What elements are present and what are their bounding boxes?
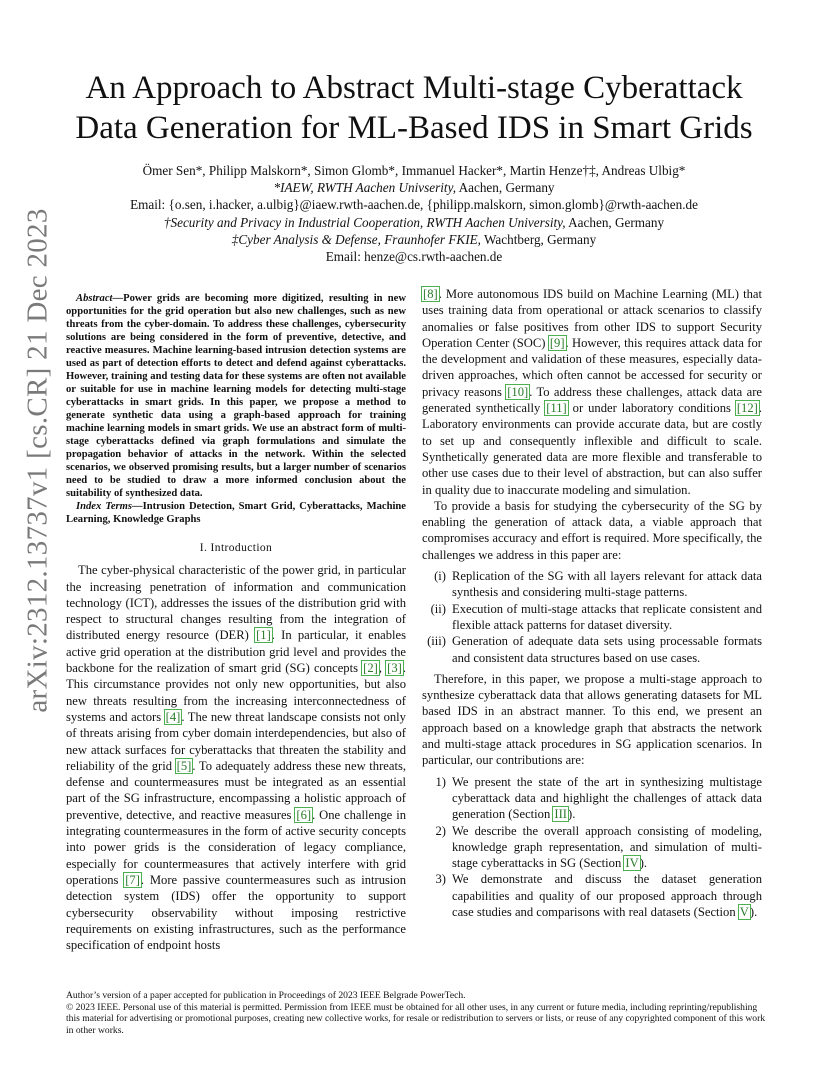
citation-link[interactable]: [12]: [736, 401, 758, 416]
affiliation-1-org: *IAEW, RWTH Aachen Univserity,: [273, 180, 457, 196]
intro-text: The cyber-physical characteristic of the power grid, in particular the increasing penetration of information and communication technology (ICT), addresses the issues of the distribution grid with respect to structural changes resulting from the integration of distributed energy resource (DER): [66, 563, 406, 643]
intro-text: . The new threat landscape consists not only of threats arising from cyber domain interdependencies, but also of new attack surfaces for cyberattacks that threaten the stability and reliability of the grid: [66, 709, 406, 773]
abstract-label: Abstract: [76, 293, 113, 304]
title-line-2: Data Generation for ML-Based IDS in Smart Grids: [75, 110, 753, 146]
intro-text: . Laboratory environments can provide accurate data, but are costly to set up and consequently inflexible and difficult to scale. Synthetically generated data are more flexible and transferable to other use cases due to their level of abstraction, but can also suffer in quality due to inaccurate modeling and simulation.: [422, 401, 762, 497]
intro-text-continued: . More passive countermeasures such as intrusion detection system (IDS) offer the opportunity to support cybersecurity observability without imposing restrictive requirements on existing infrastructures, such as the performance specification of endpoint hosts: [66, 872, 406, 953]
citation-link[interactable]: [11]: [546, 401, 567, 416]
right-column: [422, 287, 762, 925]
citation-link[interactable]: [2]: [363, 661, 378, 676]
list-item-text: [452, 823, 762, 872]
affiliation-3-location: Wachtberg, Germany: [480, 231, 597, 247]
arxiv-identifier: [8, 200, 68, 720]
challenges-intro-paragraph: To provide a basis for studying the cybersecurity of the SG by enabling the generation of attack data, a viable approach that compromises accuracy and effort is required. More specifically, the challenges we address in this paper are:: [422, 498, 762, 562]
list-item-number: (i): [434, 569, 446, 584]
title-line-1: An Approach to Abstract Multi-stage Cyberattack: [85, 70, 743, 106]
list-item: [422, 774, 762, 823]
affiliation-2-org: †Security and Privacy in Industrial Cooperation, RWTH Aachen University,: [163, 214, 566, 230]
footnote-accepted: Author’s version of a paper accepted for publication in Proceedings of 2023 IEEE Belgrade PowerTech.: [66, 990, 466, 1001]
citation-link[interactable]: [9]: [549, 335, 565, 350]
affiliation-2-location: Aachen, Germany: [565, 214, 665, 230]
author-block: [60, 162, 768, 265]
list-item: [422, 633, 762, 666]
list-item-end: ).: [568, 807, 576, 822]
list-item-number: (iii): [427, 634, 446, 649]
intro-text: . More autonomous IDS build on Machine Learning (ML) that uses training data from operational or attack scenarios to classify anomalies or false positives from other IDS to support Security Operation Center (SOC): [422, 287, 762, 350]
list-item-number: 3): [435, 872, 446, 887]
intro-text: . To adequately address these new threats, defense and countermeasures must be integrated as an essential part of the SG infrastructure, encompassing a holistic approach of preventive, detective, and reactive measures: [66, 758, 407, 822]
citation-link[interactable]: [5]: [176, 758, 192, 773]
list-item: [422, 823, 762, 872]
footnote: [66, 990, 766, 1036]
list-item-number: 1): [435, 774, 446, 789]
list-item-text: Generation of adequate data sets using processable formats and consistent data structures based on use cases.: [452, 634, 762, 665]
intro-text: . To address these challenges, attack data are generated synthetically: [422, 384, 762, 416]
citation-link[interactable]: [7]: [125, 872, 140, 887]
list-item: [422, 601, 762, 634]
citation-link[interactable]: [1]: [256, 628, 271, 643]
affiliation-2: [60, 214, 768, 231]
list-item: [422, 568, 762, 601]
index-terms-label: Index Terms: [76, 501, 133, 512]
affiliation-3-org: ‡Cyber Analysis & Defense, Fraunhofer FKIE,: [231, 231, 481, 247]
contributions-list: [422, 774, 762, 921]
section-reference-link[interactable]: IV: [625, 856, 639, 871]
intro-text: . In particular, it enables active grid operation at the distribution grid level and provides the backbone for the realization of smart grid (SG) concepts: [66, 628, 406, 676]
list-item-number: 2): [435, 823, 446, 838]
intro-text: or under laboratory conditions: [567, 401, 736, 416]
section-reference-link[interactable]: V: [739, 904, 749, 919]
intro-paragraph-continued: [422, 286, 762, 498]
authors-list: Ömer Sen*, Philipp Malskorn*, Simon Glomb*, Immanuel Hacker*, Martin Henze†‡, Andreas Ulbig*: [142, 163, 686, 178]
list-item-number: (ii): [430, 601, 446, 616]
affiliation-1-location: Aachen, Germany: [456, 180, 555, 196]
citation-link[interactable]: [6]: [296, 807, 312, 822]
intro-text: . One challenge in integrating countermeasures in the form of active security concepts into power grids is the consideration of legacy compliance, especially for countermeasures that actively interfere with grid operations: [66, 807, 406, 887]
index-terms-text: —Intrusion Detection, Smart Grid, Cyberattacks, Machine Learning, Knowledge Graphs: [66, 501, 406, 525]
affiliation-3-email: Email: henze@cs.rwth-aachen.de: [325, 249, 503, 265]
list-item-text: [452, 871, 762, 920]
citation-link[interactable]: [4]: [165, 709, 181, 724]
section-reference-link[interactable]: III: [554, 807, 568, 822]
affiliation-1-email: Email: {o.sen, i.hacker, a.ulbig}@iaew.rwth-aachen.de, {philipp.malskorn, simon.glomb}@rwth-aachen.de: [130, 197, 698, 213]
intro-paragraph: [66, 562, 406, 953]
citation-link[interactable]: [3]: [387, 661, 402, 676]
list-item-text: Replication of the SG with all layers relevant for attack data synthesis and considering multi-stage patterns.: [452, 569, 762, 600]
affiliation-1: [60, 179, 768, 196]
list-item-body: We describe the overall approach consisting of modeling, knowledge graph representation, and simulation of multi-stage cyberattacks in SG (Section: [452, 823, 762, 871]
list-item-body: We demonstrate and discuss the dataset generation capabilities and quality of our proposed approach through case studies and comparisons with real datasets (Section: [452, 872, 762, 919]
intro-text: . This circumstance provides not only new opportunities, but also new threats resulting from the increasing interconnectedness of systems and actors: [66, 661, 407, 724]
left-column: [66, 292, 406, 953]
abstract: [66, 292, 406, 500]
citation-link[interactable]: [8]: [423, 287, 438, 301]
index-terms: [66, 500, 406, 526]
intro-text: ,: [378, 661, 387, 676]
list-item: [422, 871, 762, 920]
affiliation-3: [60, 231, 768, 248]
section-heading-introduction: I. Introduction: [199, 542, 273, 554]
citation-link[interactable]: [10]: [507, 384, 529, 399]
list-item-body: We present the state of the art in synthesizing multistage cyberattack data and highlight the challenges of attack data generation (Section: [452, 774, 762, 822]
list-item-text: [452, 774, 762, 823]
list-item-text: Execution of multi-stage attacks that replicate consistent and flexible attack patterns for dataset diversity.: [452, 601, 762, 632]
intro-text: . However, this requires attack data for the development and validation of these measures, especially data-driven approaches, which often cannot be accessed for security or privacy reasons: [422, 335, 762, 399]
abstract-text: —Power grids are becoming more digitized, resulting in new opportunities for the grid operation but also new challenges, such as new threats from the cyber-domain. To address these challenges, cybersecurity solutions are being considered in the form of preventive, detective, and reactive measures. Machine learning-based intrusion detection systems are used as part of detection efforts to detect and defend against cyberattacks. However, training and testing data for these systems are often not available or suitable for use in machine learning models for detecting multi-stage cyberattacks in smart grids. In this paper, we propose a method to generate synthetic data using a graph-based approach for training machine learning models in smart grids. We use an abstract form of multi-stage cyberattacks defined via graph formulations and simulate the propagation behavior of attacks in the network. Within the selected scenarios, we observed promising results, but a larger number of scenarios need to be studied to draw a more informed conclusion about the suitability of synthesized data.: [66, 293, 406, 499]
list-item-end: ).: [639, 856, 648, 871]
paper-title: [60, 68, 768, 148]
list-item-end: ).: [749, 904, 758, 919]
footnote-copyright: © 2023 IEEE. Personal use of this material is permitted. Permission from IEEE must be obtained for all other uses, in any current or future media, including reprinting/republishing this material for advertising or promotional purposes, creating new collective works, for resale or redistribution to servers or lists, or reuse of any copyrighted component of this work in other works.: [66, 1001, 766, 1036]
contributions-intro-paragraph: Therefore, in this paper, we propose a multi-stage approach to synthesize cyberattack data that allows generating datasets for ML based IDS in an abstract manner. To this end, we present an approach based on a knowledge graph that abstracts the network and multi-stage attack procedures in SG application scenarios. In particular, our contributions are:: [422, 671, 762, 768]
challenges-list: [422, 568, 762, 666]
arxiv-id-text: arXiv:2312.13737v1 [cs.CR] 21 Dec 2023: [21, 207, 54, 713]
